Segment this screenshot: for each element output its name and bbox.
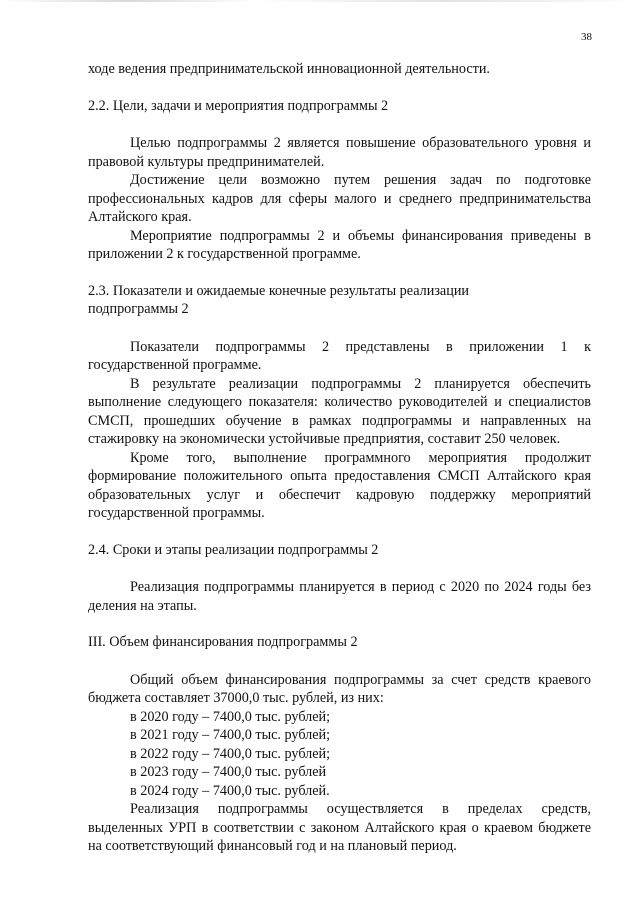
funding-year-line: в 2024 году – 7400,0 тыс. рублей.	[130, 782, 330, 799]
document-body	[88, 60, 591, 856]
section-spacer	[88, 523, 591, 541]
body-paragraph: Общий объем финансирования подпрограммы за счет средств краевого бюджета составляет 37000,0 тыс. рублей, из них:	[88, 671, 591, 706]
funding-year-line: в 2022 году – 7400,0 тыс. рублей;	[130, 745, 331, 762]
section-spacer	[88, 264, 591, 282]
section-heading: III. Объем финансирования подпрограммы 2	[88, 634, 358, 650]
section-spacer	[88, 115, 591, 134]
funding-year-line: в 2021 году – 7400,0 тыс. рублей;	[130, 727, 331, 743]
section-spacer	[88, 319, 591, 338]
section-heading: 2.4. Сроки и этапы реализации подпрограммы 2	[88, 541, 379, 558]
body-paragraph: Реализация подпрограммы осуществляется в пределах средств, выделенных УРП в соответствии с законом Алтайского края о краевом бюджете на соответствующий финансовый год и на плановый период.	[88, 801, 591, 854]
body-paragraph: Достижение цели возможно путем решения задач по подготовке профессиональных кадров для сферы малого и среднего предпринимательства Алтайского края.	[88, 172, 591, 225]
body-paragraph: Целью подпрограммы 2 является повышение образовательного уровня и правовой культуры предпринимателей.	[88, 135, 591, 170]
body-paragraph: В результате реализации подпрограммы 2 планируется обеспечить выполнение следующего показателя: количество руководителей и специалистов СМСП, прошедших обучение в рамках подпрограммы и направленных на стажировку на экономически устойчивые предприятия, составит 250 человек.	[88, 375, 591, 447]
body-paragraph: Кроме того, выполнение программного мероприятия продолжит формирование положительного опыта предоставления СМСП Алтайского края образовательных услуг и обеспечит кадровую поддержку мероприятий государственной программы.	[88, 449, 591, 521]
section-spacer	[88, 652, 591, 671]
funding-year-line: в 2020 году – 7400,0 тыс. рублей;	[130, 708, 331, 725]
page-number: 38	[581, 31, 592, 43]
body-paragraph: Показатели подпрограммы 2 представлены в приложении 1 к государственной программе.	[88, 338, 591, 373]
body-paragraph: Реализация подпрограммы планируется в период с 2020 по 2024 годы без деления на этапы.	[88, 579, 591, 614]
body-paragraph: ходе ведения предпринимательской инновационной деятельности.	[88, 61, 490, 77]
section-heading: 2.2. Цели, задачи и мероприятия подпрограммы 2	[88, 97, 389, 114]
section-spacer	[88, 615, 591, 633]
funding-year-line: в 2023 году – 7400,0 тыс. рублей	[130, 764, 327, 780]
body-paragraph: Мероприятие подпрограммы 2 и объемы финансирования приведены в приложении 2 к государственной программе.	[88, 227, 591, 262]
section-heading: подпрограммы 2	[88, 301, 189, 317]
scan-top-edge	[0, 0, 639, 2]
section-spacer	[88, 559, 591, 578]
section-spacer	[88, 79, 591, 97]
section-heading: 2.3. Показатели и ожидаемые конечные результаты реализации	[88, 282, 470, 299]
